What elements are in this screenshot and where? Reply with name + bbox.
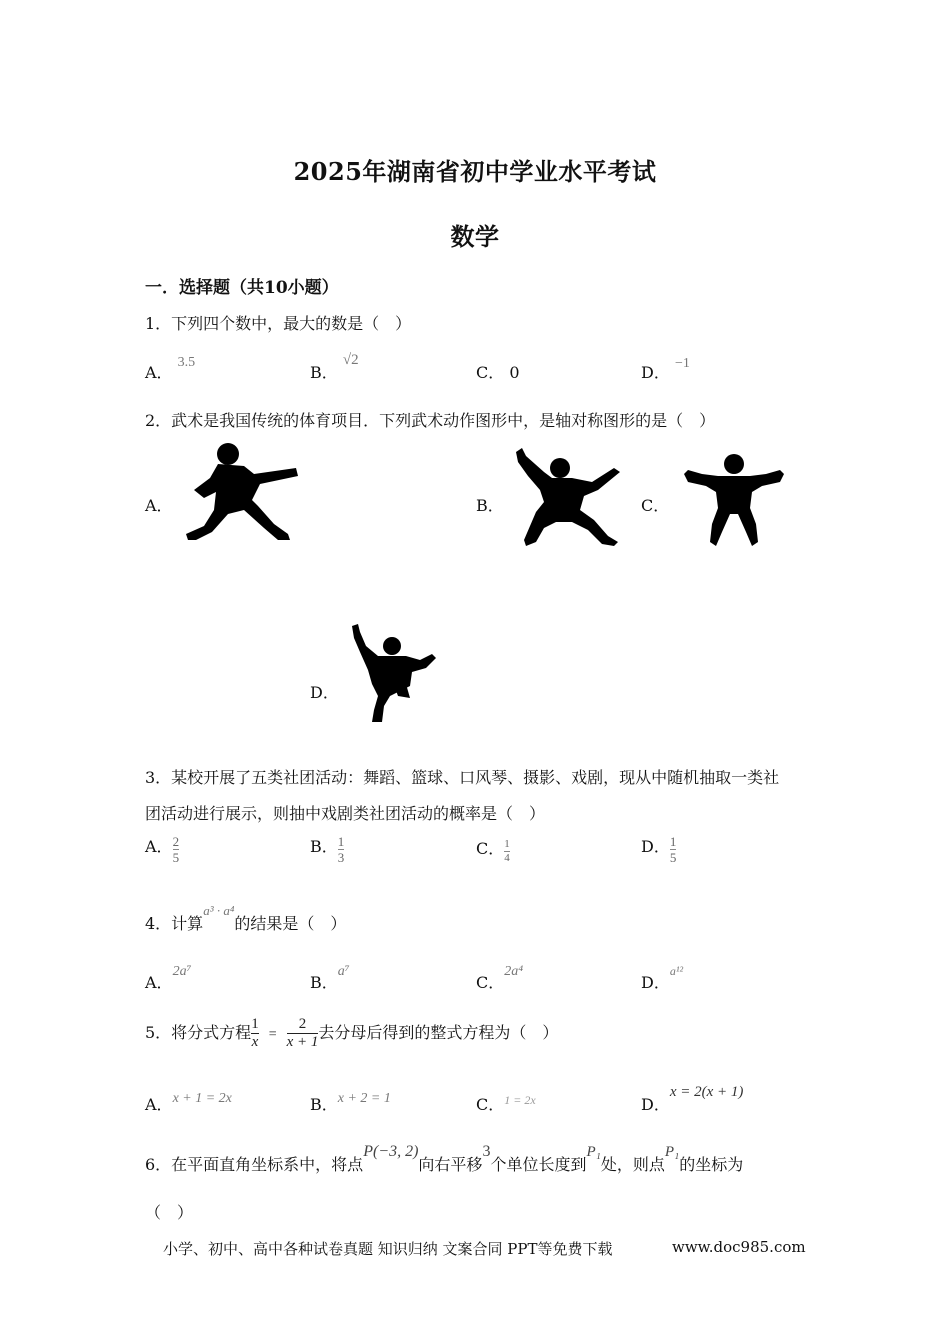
- stem-prefix: 4．计算: [145, 914, 204, 933]
- q4-option-b[interactable]: [310, 957, 350, 992]
- option-label: D．: [641, 1095, 670, 1114]
- option-label: B．: [310, 973, 338, 992]
- q3-option-d[interactable]: [641, 834, 676, 865]
- q3-option-b[interactable]: [310, 834, 344, 865]
- stem-prefix: 5．将分式方程: [145, 1023, 252, 1042]
- footer-text: 小学、初中、高中各种试卷真题 知识归纳 文案合同 PPT等免费下载: [163, 1240, 613, 1258]
- option-value: 3.5: [177, 355, 196, 370]
- question-6-stem: [145, 1138, 744, 1174]
- q3-option-c[interactable]: [476, 838, 510, 865]
- q2-option-a-label[interactable]: A．: [145, 496, 173, 515]
- q4-option-c[interactable]: [476, 957, 524, 992]
- point-p: P(−3, 2): [363, 1143, 419, 1160]
- question-5-stem: [145, 1016, 558, 1051]
- option-label: B．: [310, 363, 338, 382]
- exam-title: 2025年湖南省初中学业水平考试: [293, 157, 657, 186]
- question-2-stem: 2．武术是我国传统的体育项目．下列武术动作图形中，是轴对称图形的是（ ）: [145, 411, 716, 430]
- question-3-stem-line2: 团活动进行展示，则抽中戏剧类社团活动的概率是（ ）: [145, 804, 546, 823]
- stem-suffix: 去分母后得到的整式方程为（ ）: [318, 1023, 559, 1042]
- stem-part: 向右平移: [418, 1155, 483, 1174]
- question-6-answer-paren: （ ）: [145, 1203, 194, 1222]
- q5-option-b[interactable]: [310, 1084, 391, 1114]
- q5-option-a[interactable]: [145, 1084, 232, 1114]
- q4-option-a[interactable]: [145, 957, 192, 992]
- option-value: x + 1 = 2x: [172, 1091, 232, 1106]
- lhs-fraction: $\frac{1}{x}$: [251, 1016, 259, 1050]
- point-p1: P₁: [586, 1144, 601, 1160]
- option-label: C．: [476, 839, 505, 858]
- stem-suffix: 的结果是（ ）: [234, 914, 347, 933]
- martial-arts-figure-c: [682, 452, 786, 548]
- martial-arts-figure-a: [182, 440, 302, 544]
- option-value: a¹²: [669, 964, 684, 978]
- footer-url[interactable]: www.doc985.com: [672, 1238, 806, 1256]
- rhs-fraction: $\frac{2}{x + 1}$: [286, 1016, 319, 1050]
- stem-part: 处，则点: [600, 1155, 665, 1174]
- option-value: x = 2(x + 1): [669, 1084, 744, 1100]
- math-expression: a³ · a⁴: [203, 903, 235, 918]
- q5-option-c[interactable]: [476, 1086, 536, 1114]
- fraction: $\frac{1}{4}$: [504, 838, 510, 864]
- question-1-stem: 1．下列四个数中，最大的数是（ ）: [145, 314, 412, 333]
- point-p1: P₁: [664, 1144, 680, 1160]
- question-3-stem-line1: 3．某校开展了五类社团活动：舞蹈、篮球、口风琴、摄影、戏剧，现从中随机抽取一类社: [145, 768, 780, 787]
- option-value: 2a⁴: [504, 964, 524, 979]
- q2-option-c-label[interactable]: C．: [641, 496, 670, 515]
- q1-option-b[interactable]: [310, 346, 359, 382]
- option-label: C．: [476, 363, 505, 382]
- option-value: a⁷: [337, 964, 350, 979]
- option-label: C．: [476, 1095, 505, 1114]
- option-value: 1 = 2x: [504, 1093, 536, 1107]
- option-label: A．: [145, 837, 173, 856]
- q2-option-b-label[interactable]: B．: [476, 496, 504, 515]
- subject-title: 数学: [450, 222, 500, 251]
- q1-option-d[interactable]: [641, 349, 690, 382]
- option-label: D．: [641, 363, 670, 382]
- stem-part: 6．在平面直角坐标系中，将点: [145, 1155, 364, 1174]
- q3-option-a[interactable]: [145, 834, 179, 865]
- option-label: B．: [310, 1095, 338, 1114]
- option-value: √2: [342, 352, 359, 368]
- option-label: B．: [310, 837, 338, 856]
- option-label: C．: [476, 973, 505, 992]
- fraction: $\frac{1}{5}$: [669, 834, 677, 865]
- stem-part: 的坐标为: [679, 1155, 744, 1174]
- stem-part: 个单位长度到: [490, 1155, 587, 1174]
- q1-option-c[interactable]: [476, 360, 520, 383]
- martial-arts-figure-d: [348, 622, 438, 726]
- martial-arts-figure-b: [514, 446, 624, 548]
- q1-option-a[interactable]: [145, 348, 196, 382]
- option-value: −1: [674, 356, 690, 371]
- option-label: A．: [145, 1095, 173, 1114]
- option-label: D．: [641, 973, 670, 992]
- section-heading: 一．选择题（共10小题）: [145, 278, 339, 298]
- q5-option-d[interactable]: [641, 1078, 744, 1114]
- question-4-stem: [145, 897, 347, 933]
- units-count: 3: [482, 1143, 491, 1160]
- option-label: A．: [145, 973, 173, 992]
- fraction: $\frac{2}{5}$: [172, 834, 180, 865]
- option-value: 0: [509, 363, 520, 382]
- fraction: $\frac{1}{3}$: [337, 834, 345, 865]
- q4-option-d[interactable]: [641, 957, 684, 992]
- option-label: D．: [641, 837, 670, 856]
- q2-option-d-label[interactable]: D．: [310, 683, 339, 702]
- option-label: A．: [145, 363, 173, 382]
- equals-sign: =: [268, 1027, 277, 1042]
- option-value: 2a⁷: [172, 964, 192, 979]
- option-value: x + 2 = 1: [337, 1091, 391, 1106]
